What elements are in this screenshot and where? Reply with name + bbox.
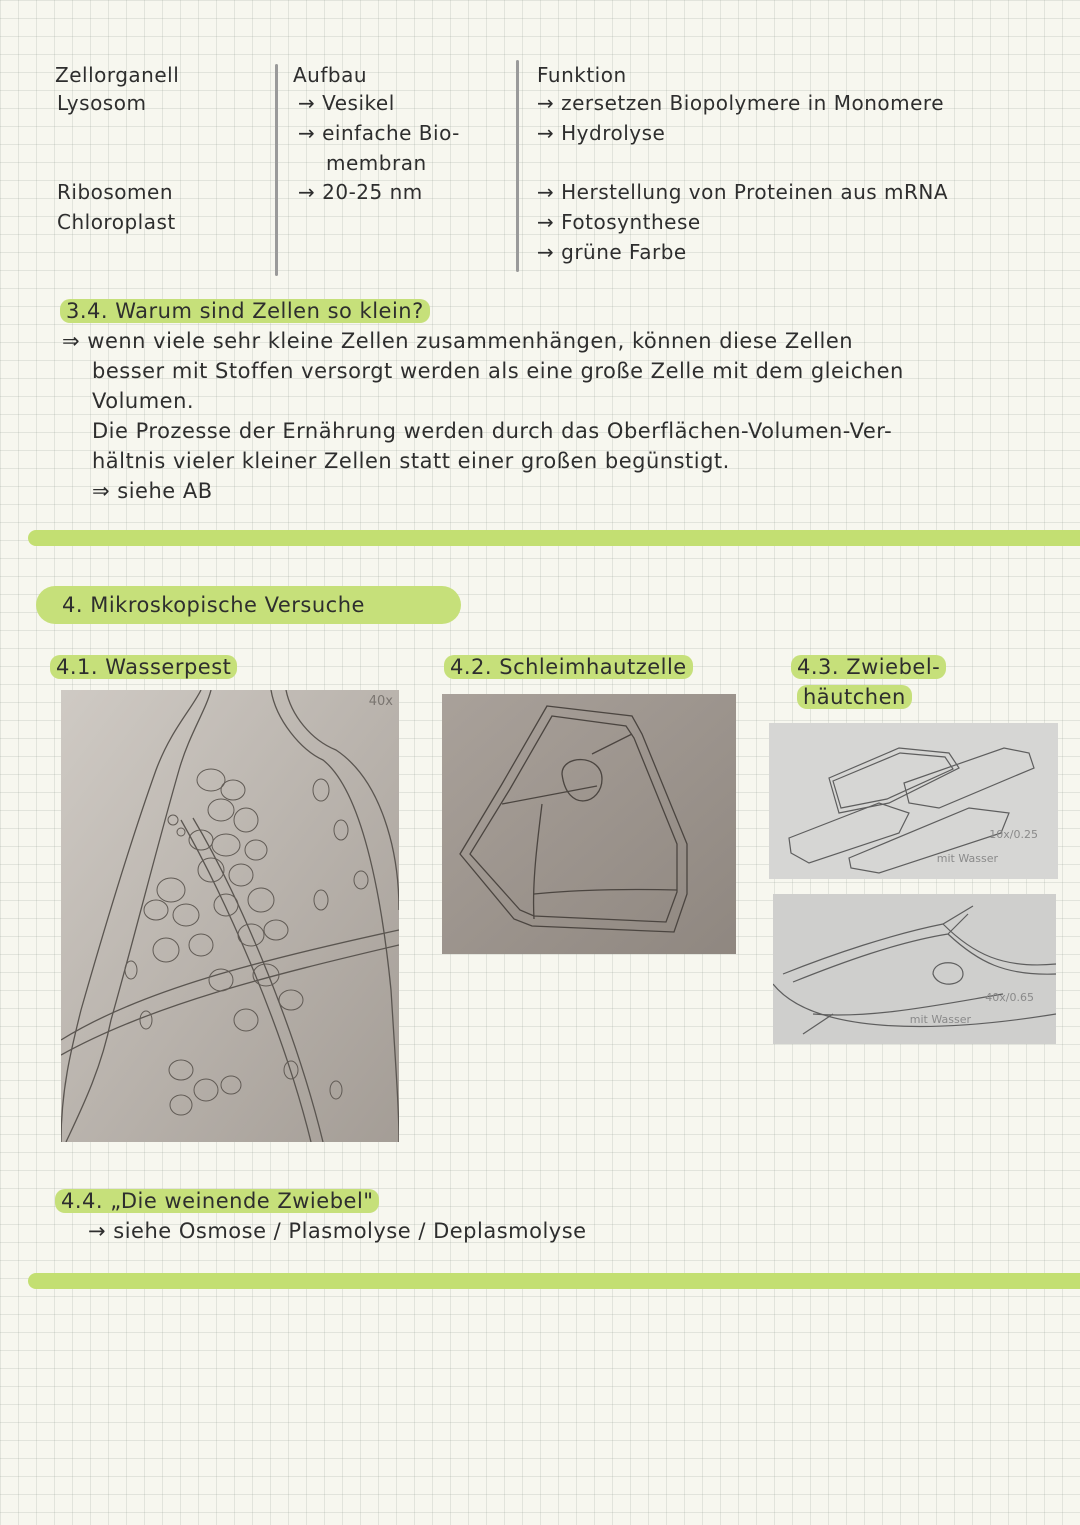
structure-item: → Vesikel xyxy=(298,88,460,118)
paragraph-line: ⇒ siehe AB xyxy=(92,479,213,503)
sub-4-2-heading: 4.2. Schleimhautzelle xyxy=(444,652,693,682)
structure-item: → einfache Bio- xyxy=(298,118,460,148)
photo-2-magnification: 40x/0.65 xyxy=(985,991,1034,1004)
organelle-chloroplast: Chloroplast xyxy=(57,210,176,234)
structure-ribosomen xyxy=(298,177,423,207)
photo-2-note: mit Wasser xyxy=(909,1013,971,1026)
header-structure: Aufbau xyxy=(293,63,368,87)
photo-1-note: mit Wasser xyxy=(936,852,998,865)
wasserpest-drawing-photo xyxy=(61,690,399,1142)
column-divider-2 xyxy=(516,60,519,272)
section-divider xyxy=(28,530,1080,546)
sub-4-3-heading: 4.3. Zwiebel- häutchen xyxy=(791,652,946,712)
function-item: → grüne Farbe xyxy=(537,237,701,267)
wasserpest-magnification: 40x xyxy=(368,694,393,709)
organelle-ribosomen: Ribosomen xyxy=(57,180,174,204)
structure-item: membran xyxy=(326,151,427,175)
organelle-lysosom: Lysosom xyxy=(57,91,147,115)
photo-1-magnification: 10x/0.25 xyxy=(989,828,1038,841)
header-function: Funktion xyxy=(537,63,627,87)
function-item: → Fotosynthese xyxy=(537,207,701,237)
sub-4-1-heading: 4.1. Wasserpest xyxy=(50,652,237,682)
column-divider-1 xyxy=(275,64,278,276)
section-divider-bottom xyxy=(28,1273,1080,1289)
paragraph-line: ⇒ wenn viele sehr kleine Zellen zusammenhängen, können diese Zellen xyxy=(62,329,854,353)
paragraph-line: Volumen. xyxy=(92,389,195,413)
sub-4-4-heading: 4.4. „Die weinende Zwiebel" xyxy=(55,1186,379,1216)
header-organelle: Zellorganell xyxy=(55,63,180,87)
zwiebelhaeutchen-photo-1 xyxy=(769,723,1058,879)
section-3-4-body xyxy=(62,326,1052,506)
function-lysosom xyxy=(537,88,944,148)
section-4-heading: 4. Mikroskopische Versuche xyxy=(62,593,365,617)
function-chloroplast xyxy=(537,207,701,267)
paragraph-line: besser mit Stoffen versorgt werden als eine große Zelle mit dem gleichen xyxy=(92,359,904,383)
sub-4-4-line: → siehe Osmose / Plasmolyse / Deplasmolyse xyxy=(88,1219,587,1243)
zwiebelhaeutchen-photo-2 xyxy=(773,894,1056,1044)
structure-lysosom xyxy=(298,88,460,178)
function-item: → Herstellung von Proteinen aus mRNA xyxy=(537,177,948,207)
paragraph-line: Die Prozesse der Ernährung werden durch das Oberflächen-Volumen-Ver- xyxy=(92,419,893,443)
function-ribosomen xyxy=(537,177,948,207)
function-item: → zersetzen Biopolymere in Monomere xyxy=(537,88,944,118)
schleimhautzelle-drawing-photo xyxy=(442,694,736,954)
structure-item: → 20-25 nm xyxy=(298,177,423,207)
paragraph-line: hältnis vieler kleiner Zellen statt einer großen begünstigt. xyxy=(92,449,730,473)
section-4-heading-pill xyxy=(36,586,461,624)
section-3-4-heading: 3.4. Warum sind Zellen so klein? xyxy=(60,296,430,326)
function-item: → Hydrolyse xyxy=(537,118,944,148)
